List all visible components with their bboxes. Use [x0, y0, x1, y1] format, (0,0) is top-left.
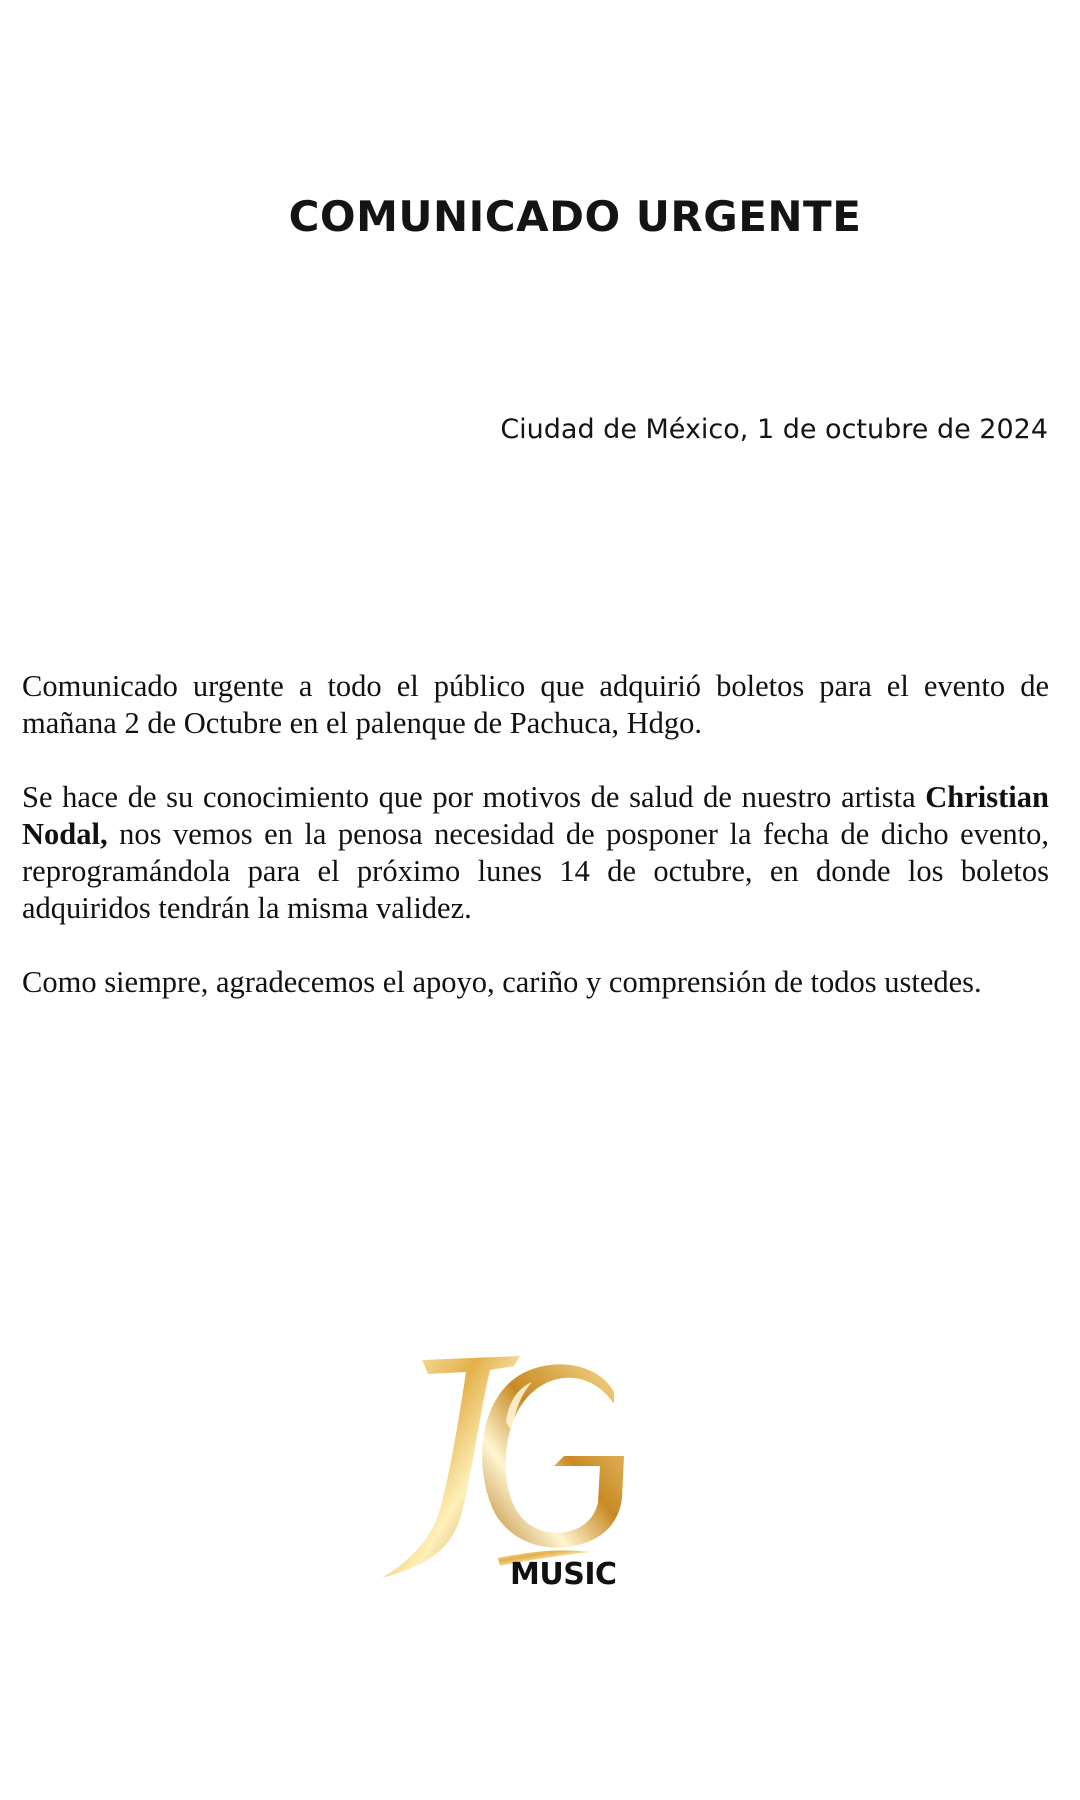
- g-letter-shape: [482, 1364, 624, 1547]
- document-title: COMUNICADO URGENTE: [288, 192, 862, 241]
- artist-name: Christian Nodal,: [22, 780, 1049, 851]
- paragraph-postponement-intro: Se hace de su conocimiento que por motivos de salud de nuestro artista: [22, 780, 926, 814]
- logo-wordmark: MUSIC: [510, 1557, 617, 1592]
- paragraph-postponement: [22, 779, 1049, 927]
- jg-monogram-icon: [378, 1352, 658, 1592]
- document-body: [22, 668, 1049, 1038]
- paragraph-postponement-rest: nos vemos en la penosa necesidad de posponer la fecha de dicho evento, reprogramándola para el próximo lunes 14 de octubre, en donde los boletos adquiridos tendrán la misma validez.: [22, 817, 1049, 925]
- dateline: Ciudad de México, 1 de octubre de 2024: [500, 414, 1048, 445]
- paragraph-thanks: Como siempre, agradecemos el apoyo, cariño y comprensión de todos ustedes.: [22, 965, 982, 999]
- jg-music-logo: [378, 1352, 658, 1592]
- paragraph-announcement: Comunicado urgente a todo el público que adquirió boletos para el evento de mañana 2 de Octubre en el palenque de Pachuca, Hdgo.: [22, 669, 1049, 740]
